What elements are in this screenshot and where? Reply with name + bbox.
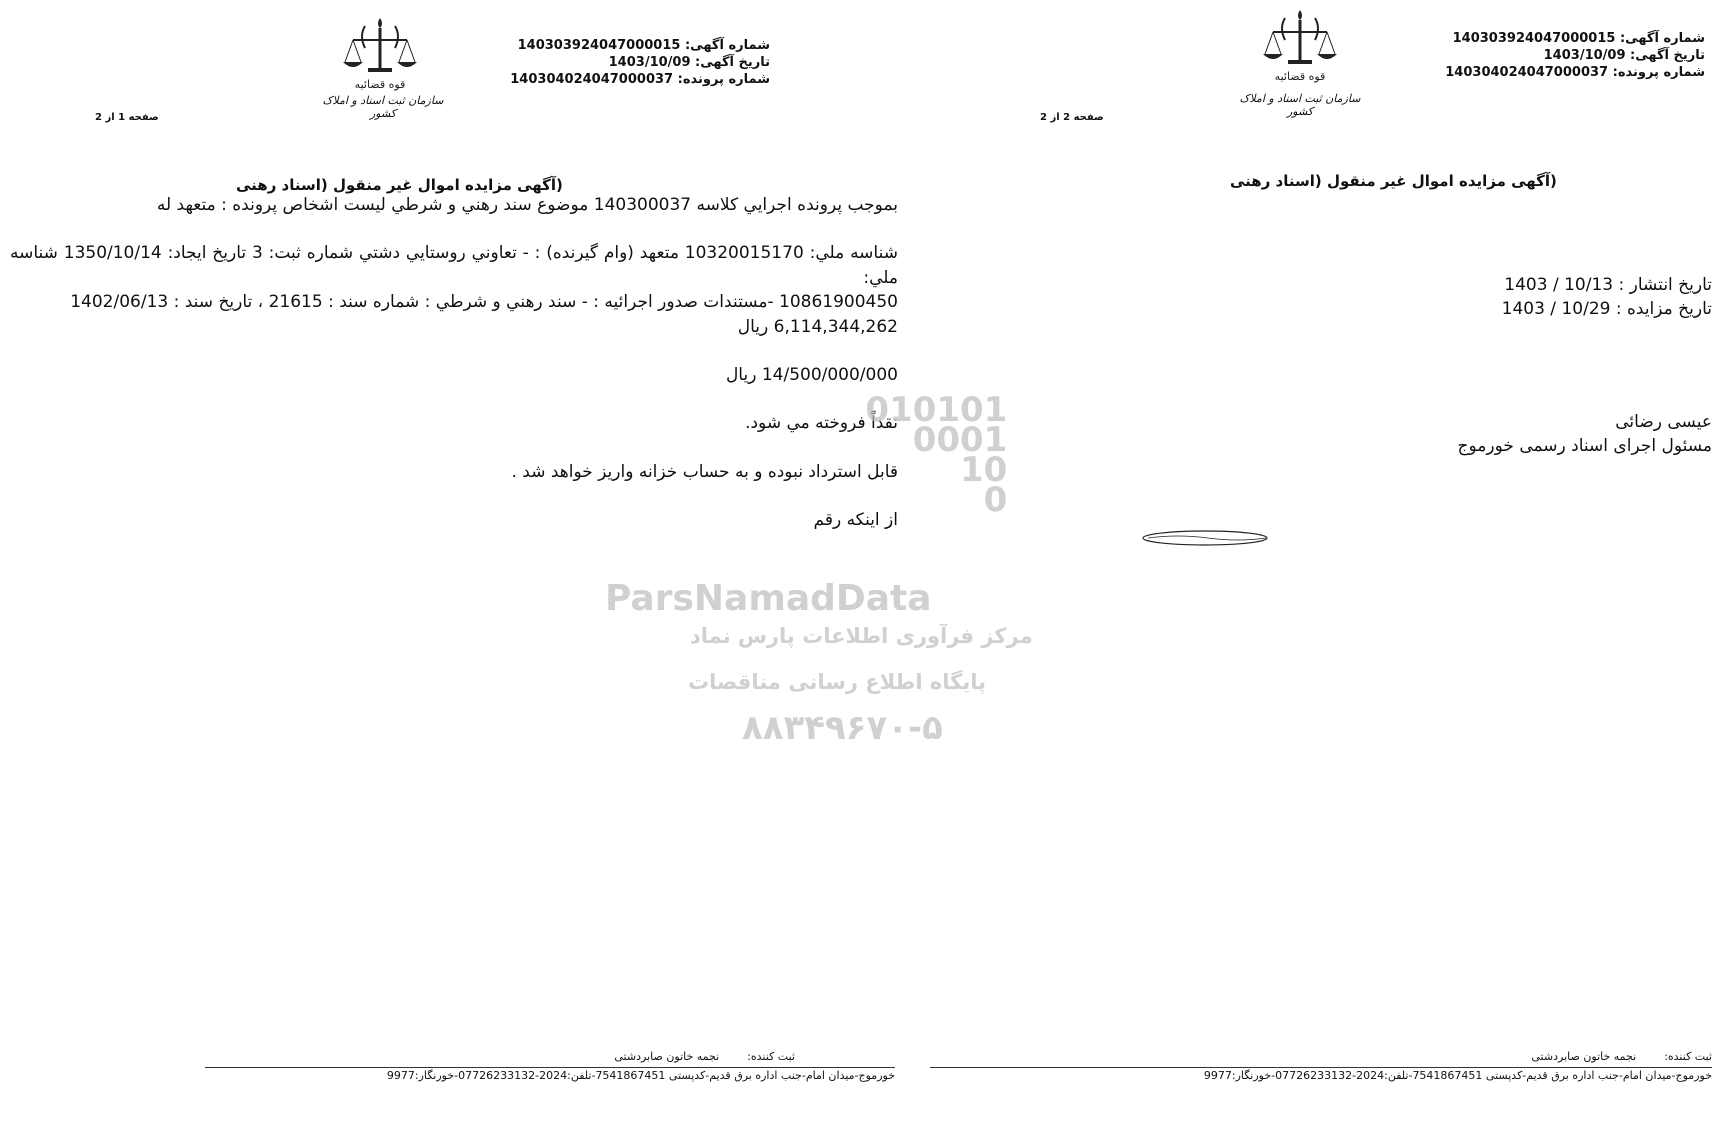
registrar-label: ثبت کننده: — [1664, 1050, 1712, 1063]
notice-number: شماره آگهی: 140303924047000015 — [517, 38, 770, 53]
notice-date: تاريخ آگهی: 1403/10/09 — [1543, 48, 1705, 63]
svg-text:قوه قضائیه: قوه قضائیه — [354, 78, 406, 91]
body-line: قابل استرداد نبوده و به حساب خزانه واريز خواهد شد . — [511, 461, 898, 482]
signer-block — [1260, 410, 1712, 458]
registrar — [205, 1050, 895, 1063]
notice-number: شماره آگهی: 140303924047000015 — [1452, 31, 1705, 46]
notice-meta — [1400, 30, 1705, 81]
body-line: از اينكه رقم — [813, 510, 898, 531]
file-number: شماره پرونده: 140304024047000037 — [1445, 65, 1705, 80]
notice-title: (آگهی مزايده اموال غير منقول (اسناد رهنی — [1230, 172, 1557, 190]
page-number: صفحه 2 از 2 — [1040, 112, 1104, 123]
body-line: تاريخ انتشار : 10/13 / 1403 — [1504, 275, 1712, 295]
body-line: 14/500/000/000 ريال — [725, 365, 898, 386]
watermark-brand: ParsNamadData — [605, 578, 932, 619]
page-two — [930, 0, 1720, 1131]
page-footer — [205, 1050, 895, 1082]
signature-mark — [1140, 526, 1270, 550]
organization-name: سازمان ثبت اسناد و املاک کشور — [1239, 92, 1361, 118]
notice-body — [10, 193, 898, 533]
signer-name: عیسی رضائی — [1615, 412, 1712, 432]
notice-date: تاريخ آگهی: 1403/10/09 — [608, 55, 770, 70]
notice-title: (آگهی مزايده اموال غير منقول (اسناد رهنی — [236, 176, 563, 194]
notice-meta — [470, 37, 770, 88]
body-line: 10861900450 -مستندات صدور اجرائيه : - سند رهني و شرطي : شماره سند : 21615 ، تاريخ سند : 1402/06/13 — [70, 292, 898, 313]
watermark-digits: 010101 0001 10 0 — [865, 390, 1008, 520]
organization-name: سازمان ثبت اسناد و املاک کشور — [322, 94, 444, 120]
signer-title: مسئول اجرای اسناد رسمی خورموج — [1457, 436, 1712, 456]
registrar-name: نجمه خاتون صابردشتی — [614, 1050, 720, 1063]
office-address: خورموج-میدان امام-جنب اداره برق قدیم-کدپستی 7541867451-تلفن:2024-07726233132-خورنگار:9977 — [386, 1069, 895, 1082]
body-line: 6,114,344,262 ريال — [737, 316, 898, 337]
watermark-phone: ۸۸۳۴۹۶۷۰-۵ — [742, 708, 943, 748]
body-line: شناسه ملي: 10320015170 متعهد (وام گيرنده) : - تعاوني روستايي دشتي شماره ثبت: 3 تاريخ ايجاد: 1350/10/14 شناسه ملي: — [10, 243, 898, 288]
registrar-label: ثبت کننده: — [747, 1050, 795, 1063]
office-address: خورموج-میدان امام-جنب اداره برق قدیم-کدپستی 7541867451-تلفن:2024-07726233132-خورنگار:9977 — [1203, 1069, 1712, 1082]
file-number: شماره پرونده: 140304024047000037 — [510, 72, 770, 87]
registrar — [930, 1050, 1712, 1063]
body-line: تاريخ مزايده : 10/29 / 1403 — [1501, 299, 1712, 320]
registrar-name: نجمه خاتون صابردشتی — [1531, 1050, 1637, 1063]
page-number: صفحه 1 از 2 — [95, 112, 159, 123]
svg-text:قوه قضائیه: قوه قضائیه — [1274, 70, 1326, 83]
footer-divider — [930, 1067, 1712, 1068]
watermark-tagline: مرکز فرآوری اطلاعات پارس نماد — [690, 624, 1033, 648]
footer-divider — [205, 1067, 895, 1068]
body-line: بموجب پرونده اجرايي كلاسه 140300037 موضوع سند رهني و شرطي ليست اشخاص پرونده : متعهد له — [156, 195, 898, 215]
watermark-subtitle: پایگاه اطلاع رسانی مناقصات — [688, 670, 986, 694]
page-footer — [930, 1050, 1712, 1082]
notice-body — [930, 273, 1712, 322]
body-line: نقداً فروخته مي شود. — [745, 413, 898, 434]
